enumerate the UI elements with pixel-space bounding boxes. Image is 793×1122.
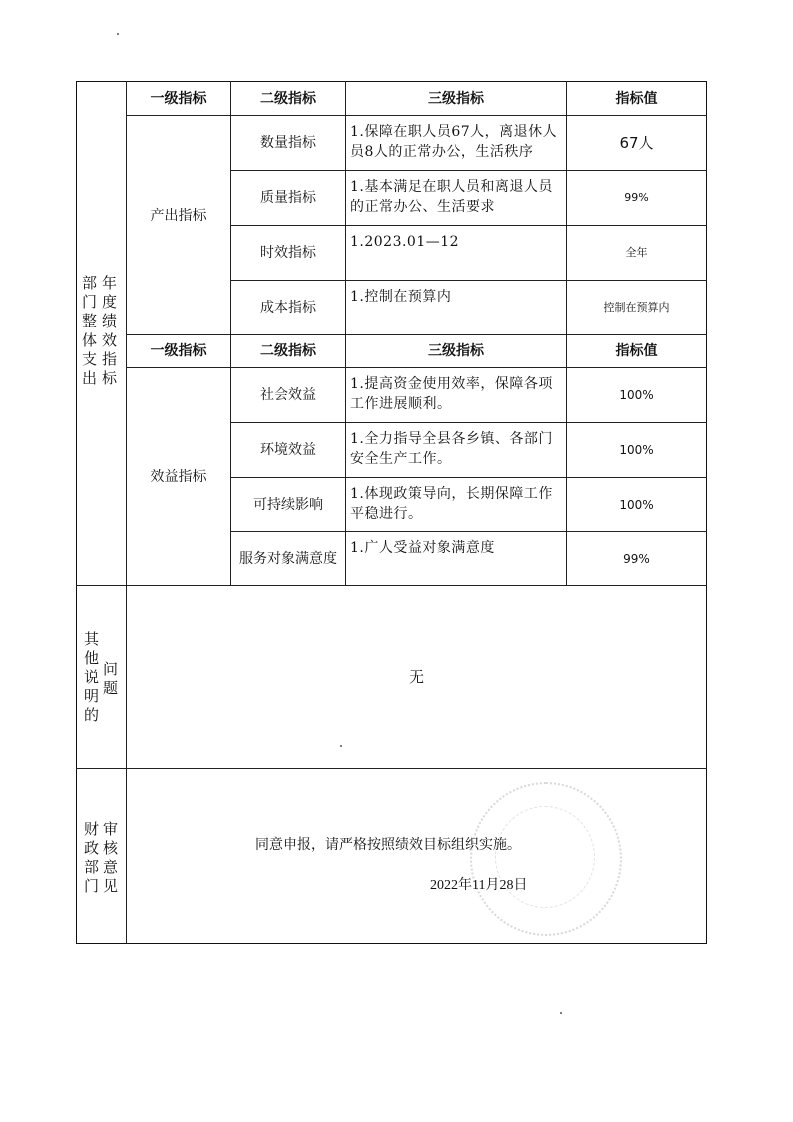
- benefit-row-level2: 环境效益: [260, 442, 316, 458]
- label-char: 财: [84, 820, 100, 838]
- label-char: 部: [84, 858, 100, 876]
- label-char: 部: [82, 274, 98, 292]
- other-notes-label-column-a: [84, 630, 99, 725]
- output-row-value: 99%: [624, 191, 649, 204]
- benefit-row-value: 100%: [619, 497, 654, 512]
- benefit-level1-label: 效益指标: [150, 468, 207, 485]
- scan-speck: [117, 33, 119, 35]
- output-row-value: 67人: [619, 134, 654, 152]
- header-level1: 一级指标: [150, 90, 207, 107]
- header-level1: 一级指标: [150, 343, 207, 359]
- output-row-level2: 数量指标: [260, 135, 316, 151]
- table-border-left: [76, 81, 77, 944]
- output-row-level2: 质量指标: [260, 190, 316, 206]
- header-value: 指标值: [615, 343, 658, 359]
- header-level3: 三级指标: [428, 343, 484, 359]
- output-row-level3: 1.2023.01—12: [350, 234, 460, 250]
- section-label-column-b: [102, 274, 117, 388]
- finance-review-label-column-a: [84, 820, 99, 896]
- label-char: 年: [102, 274, 118, 292]
- header-level2: 二级指标: [260, 343, 316, 359]
- output-level1-label: 产出指标: [150, 208, 207, 224]
- label-char: 整: [82, 312, 98, 330]
- label-char: 题: [103, 679, 119, 697]
- label-char: 说: [84, 668, 100, 686]
- benefit-row-level3: 1.提高资金使用效率，保障各项工作进展顺利。: [350, 376, 553, 412]
- output-row-value: 全年: [625, 246, 648, 259]
- finance-review-opinion: 同意申报，请严格按照绩效目标组织实施。: [255, 837, 521, 853]
- table-border-bottom: [76, 943, 707, 944]
- benefit-row-level3: 1.全力指导全县各乡镇、各部门安全生产工作。: [350, 431, 553, 467]
- label-char: 支: [82, 350, 98, 368]
- grid-line: [76, 768, 707, 769]
- label-char: 政: [84, 839, 100, 857]
- label-char: 门: [84, 877, 100, 895]
- finance-review-label-column-b: [103, 820, 118, 896]
- label-char: 问: [103, 660, 119, 678]
- benefit-row-value: 99%: [623, 551, 650, 566]
- label-char: 体: [82, 331, 98, 349]
- table-border-right: [706, 81, 707, 944]
- label-char: 门: [82, 293, 98, 311]
- output-row-level2: 成本指标: [260, 299, 316, 316]
- benefit-row-level2: 可持续影响: [253, 496, 323, 513]
- output-row-level3: 1.控制在预算内: [350, 289, 452, 305]
- output-row-level3: 1.基本满足在职人员和离退人员的正常办公、生活要求: [350, 179, 553, 215]
- label-char: 审: [103, 820, 119, 838]
- finance-review-date: 2022年11月28日: [430, 878, 528, 893]
- label-char: 出: [82, 369, 98, 387]
- header-level3: 三级指标: [428, 90, 484, 107]
- output-row-value: 控制在预算内: [603, 300, 670, 314]
- label-char: 意: [103, 858, 119, 876]
- benefit-row-level3: 1.广人受益对象满意度: [350, 540, 495, 556]
- output-row-level3: 1.保障在职人员67人，离退休人员8人的正常办公，生活秩序: [350, 124, 558, 160]
- label-char: 绩: [102, 312, 118, 330]
- other-notes-label-column-b: [103, 660, 118, 698]
- label-char: 效: [102, 331, 118, 349]
- label-char: 其: [84, 630, 100, 648]
- label-char: 的: [84, 706, 100, 724]
- benefit-row-value: 100%: [619, 388, 654, 402]
- label-char: 明: [84, 687, 100, 705]
- label-char: 见: [103, 877, 119, 895]
- other-notes-content: 无: [408, 668, 424, 686]
- section-label-column-a: [82, 274, 97, 388]
- label-char: 核: [103, 839, 119, 857]
- benefit-row-level2: 服务对象满意度: [239, 550, 337, 567]
- header-level2: 二级指标: [260, 90, 316, 107]
- label-char: 指: [102, 350, 118, 368]
- label-char: 他: [84, 649, 100, 667]
- label-char: 度: [102, 293, 118, 311]
- benefit-row-level2: 社会效益: [260, 387, 316, 403]
- benefit-row-level3: 1.体现政策导向，长期保障工作平稳进行。: [350, 486, 553, 522]
- scan-speck: [560, 1012, 562, 1014]
- benefit-row-value: 100%: [619, 443, 654, 457]
- output-row-level2: 时效指标: [260, 245, 316, 261]
- header-value: 指标值: [615, 90, 658, 107]
- label-char: 标: [102, 369, 118, 387]
